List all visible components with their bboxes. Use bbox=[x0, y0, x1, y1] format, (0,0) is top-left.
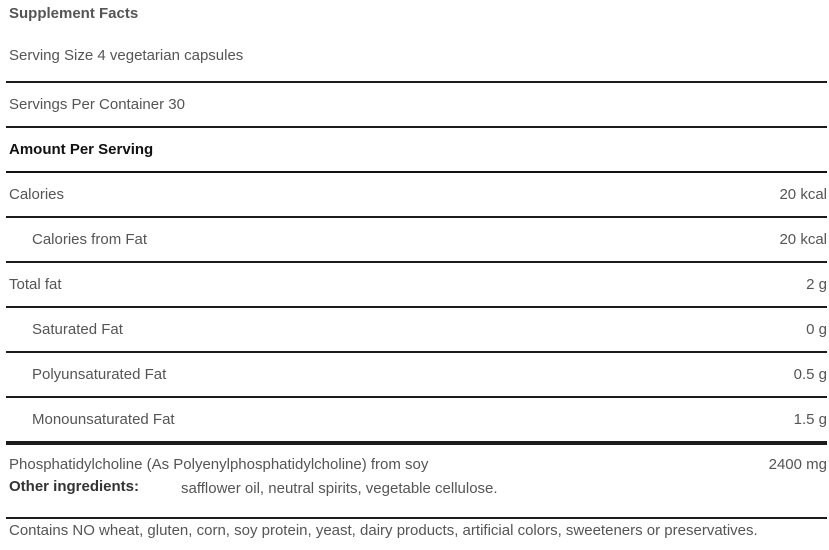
amount-per-serving-header bbox=[6, 128, 827, 173]
nutrient-name: Phosphatidylcholine (As Polyenylphosphatidylcholine) from soy bbox=[9, 456, 429, 473]
nutrient-amount: 2 g bbox=[806, 276, 827, 293]
nutrient-name: Monounsaturated Fat bbox=[32, 411, 175, 428]
nutrient-row-total-fat bbox=[6, 263, 827, 308]
amount-per-serving-text: Amount Per Serving bbox=[9, 141, 154, 158]
nutrient-name: Calories from Fat bbox=[32, 231, 148, 248]
nutrient-name: Saturated Fat bbox=[32, 321, 123, 338]
nutrient-amount: 20 kcal bbox=[779, 186, 827, 203]
nutrient-row-calories bbox=[6, 173, 827, 218]
other-ingredients-row bbox=[6, 443, 827, 519]
nutrient-name: Calories bbox=[9, 186, 65, 203]
nutrient-amount: 2400 mg bbox=[768, 456, 827, 473]
other-ingredients-text: safflower oil, neutral spirits, vegetable cellulose. bbox=[181, 480, 498, 497]
serving-size-row bbox=[6, 31, 827, 83]
nutrient-amount: 0.5 g bbox=[793, 366, 827, 383]
panel-title: Supplement Facts bbox=[9, 5, 139, 22]
nutrient-amount: 20 kcal bbox=[779, 231, 827, 248]
nutrient-row-monounsaturated-fat bbox=[6, 398, 827, 443]
nutrient-row-saturated-fat bbox=[6, 308, 827, 353]
contains-statement: Contains NO wheat, gluten, corn, soy protein, yeast, dairy products, artificial colors, sweeteners or preservatives. bbox=[9, 522, 758, 539]
nutrient-name: Polyunsaturated Fat bbox=[32, 366, 167, 383]
nutrient-row-calories-from-fat bbox=[6, 218, 827, 263]
other-ingredients-label: Other ingredients: bbox=[9, 478, 140, 495]
servings-per-container-row bbox=[6, 83, 827, 128]
servings-per-container-text: Servings Per Container 30 bbox=[9, 96, 185, 113]
nutrient-row-polyunsaturated-fat bbox=[6, 353, 827, 398]
supplement-facts-panel bbox=[6, 0, 827, 543]
nutrient-name: Total fat bbox=[9, 276, 62, 293]
nutrient-amount: 1.5 g bbox=[793, 411, 827, 428]
nutrient-amount: 0 g bbox=[806, 321, 827, 338]
serving-size-text: Serving Size 4 vegetarian capsules bbox=[9, 47, 244, 64]
